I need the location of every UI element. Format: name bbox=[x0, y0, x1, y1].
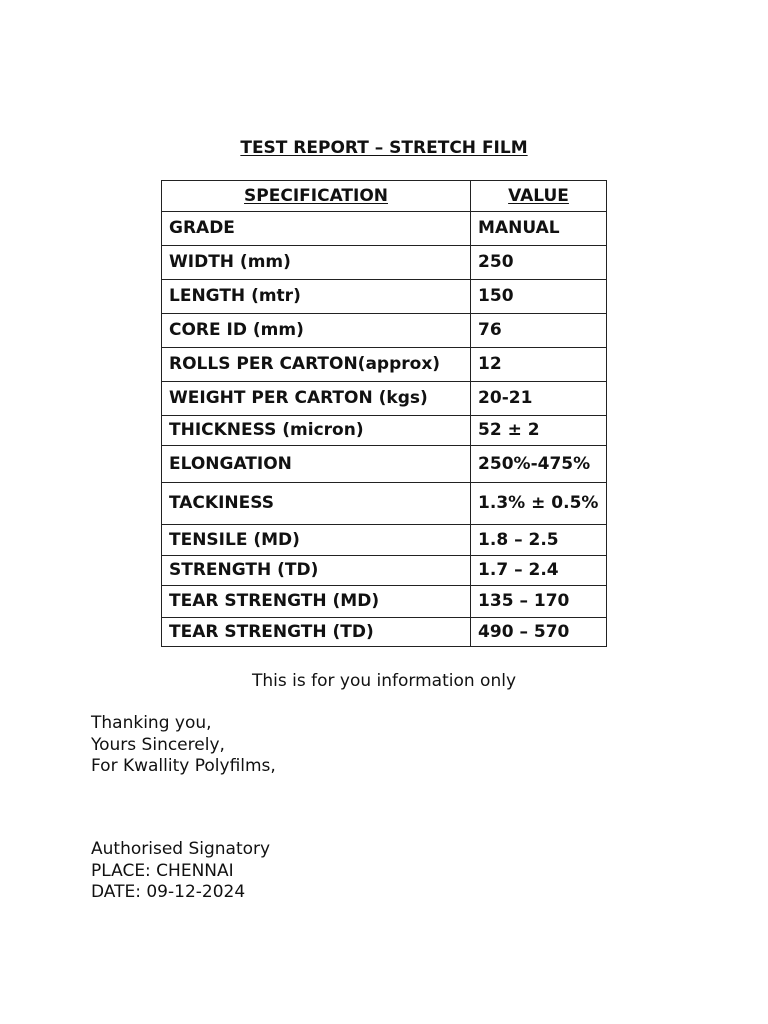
spec-cell: STRENGTH (TD) bbox=[162, 556, 471, 586]
spec-cell: TEAR STRENGTH (TD) bbox=[162, 618, 471, 647]
value-cell: 150 bbox=[471, 280, 607, 314]
value-cell: 20-21 bbox=[471, 382, 607, 416]
value-cell: 1.8 – 2.5 bbox=[471, 525, 607, 556]
table-row bbox=[162, 618, 607, 647]
table-row bbox=[162, 556, 607, 586]
spec-cell: LENGTH (mtr) bbox=[162, 280, 471, 314]
value-cell: 250%-475% bbox=[471, 446, 607, 483]
table-header-row bbox=[162, 181, 607, 212]
spec-cell: CORE ID (mm) bbox=[162, 314, 471, 348]
table-row bbox=[162, 314, 607, 348]
value-cell: 250 bbox=[471, 246, 607, 280]
table-row bbox=[162, 446, 607, 483]
spec-cell: ELONGATION bbox=[162, 446, 471, 483]
closing-block bbox=[91, 713, 276, 778]
value-cell: MANUAL bbox=[471, 212, 607, 246]
signoff-block bbox=[91, 839, 270, 904]
table-row bbox=[162, 348, 607, 382]
spec-cell: TENSILE (MD) bbox=[162, 525, 471, 556]
spec-cell: WIDTH (mm) bbox=[162, 246, 471, 280]
table-row bbox=[162, 525, 607, 556]
table-row bbox=[162, 212, 607, 246]
specification-table bbox=[161, 180, 607, 647]
closing-sincerely: Yours Sincerely, bbox=[91, 734, 225, 755]
header-specification: SPECIFICATION bbox=[162, 181, 471, 212]
table-row bbox=[162, 416, 607, 446]
spec-cell: WEIGHT PER CARTON (kgs) bbox=[162, 382, 471, 416]
value-cell: 12 bbox=[471, 348, 607, 382]
spec-cell: ROLLS PER CARTON(approx) bbox=[162, 348, 471, 382]
page-title: TEST REPORT – STRETCH FILM bbox=[240, 138, 528, 158]
table-row bbox=[162, 280, 607, 314]
spec-cell: TEAR STRENGTH (MD) bbox=[162, 586, 471, 618]
closing-thanks: Thanking you, bbox=[91, 713, 212, 733]
info-note: This is for you information only bbox=[251, 671, 517, 691]
value-cell: 76 bbox=[471, 314, 607, 348]
header-value: VALUE bbox=[471, 181, 607, 212]
table-row bbox=[162, 382, 607, 416]
spec-cell: GRADE bbox=[162, 212, 471, 246]
spec-cell: TACKINESS bbox=[162, 483, 471, 525]
date-label: DATE: 09-12-2024 bbox=[91, 882, 246, 902]
signatory-label: Authorised Signatory bbox=[91, 839, 271, 859]
closing-company: For Kwallity Polyfilms, bbox=[91, 756, 276, 776]
value-cell: 1.3% ± 0.5% bbox=[471, 483, 607, 525]
spec-cell: THICKNESS (micron) bbox=[162, 416, 471, 446]
table-row bbox=[162, 246, 607, 280]
value-cell: 135 – 170 bbox=[471, 586, 607, 618]
value-cell: 52 ± 2 bbox=[471, 416, 607, 446]
value-cell: 490 – 570 bbox=[471, 618, 607, 647]
place-label: PLACE: CHENNAI bbox=[91, 860, 234, 881]
table-row bbox=[162, 586, 607, 618]
table-row bbox=[162, 483, 607, 525]
value-cell: 1.7 – 2.4 bbox=[471, 556, 607, 586]
